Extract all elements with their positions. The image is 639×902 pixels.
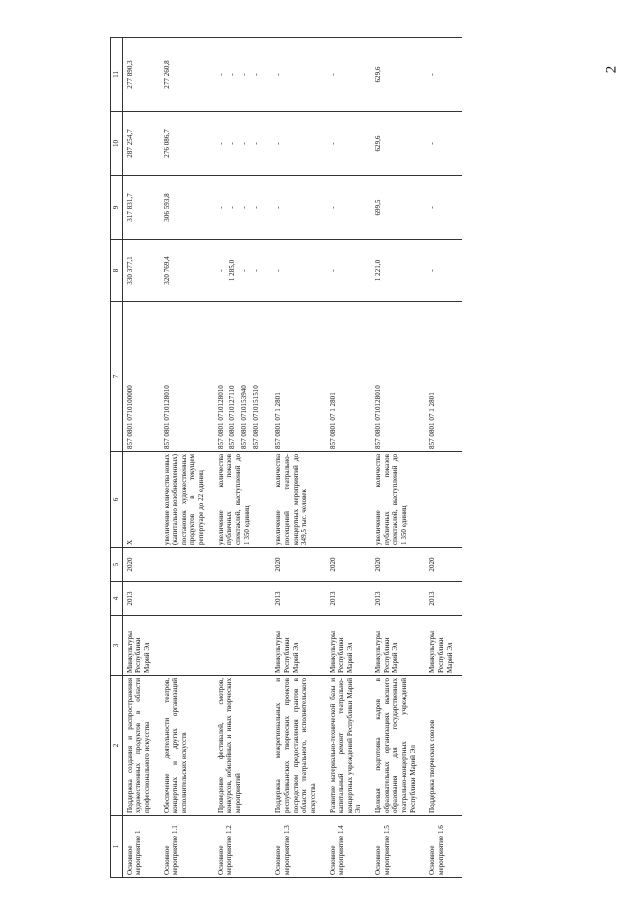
cell-line: 857 0801 07 1 2801 [428, 392, 437, 449]
cell-c8 [122, 240, 159, 302]
cell-c7 [214, 302, 272, 452]
cell-c8 [425, 240, 462, 302]
cell-c7 [271, 302, 325, 452]
cell-c8 [214, 240, 272, 302]
cell-c2: Поддержка межрегиональных и республиканских творческих проектов посредством предоставления грантов в области театрального, исполнительского искусства [271, 676, 325, 816]
column-header-5: 5 [111, 548, 123, 582]
cell-line: 629,6 [374, 135, 383, 152]
cell-c4 [214, 582, 272, 616]
cell-line: - [328, 206, 337, 209]
cell-c9 [371, 176, 425, 240]
cell-c4: 2013 [371, 582, 425, 616]
cell-line: 857 0801 07 1 2801 [328, 392, 337, 449]
cell-c1: Основное мероприятие 1.5 [371, 816, 425, 878]
cell-c2: Проведение фестивалей, смотров, конкурсов, юбилейных и иных творческих мероприятий [214, 676, 272, 816]
cell-line: 857 0801 0710128010 [374, 385, 383, 449]
table-row [214, 38, 272, 878]
cell-line: - [228, 206, 237, 209]
cell-c10 [326, 112, 372, 176]
cell-c10 [122, 112, 159, 176]
column-header-9: 9 [111, 176, 123, 240]
cell-c4: 2013 [326, 582, 372, 616]
cell-c3: Минкультуры Республики Марий Эл [271, 616, 325, 676]
cell-line: 287 254,7 [125, 129, 134, 158]
cell-line: - [428, 142, 437, 145]
cell-line: - [251, 206, 260, 209]
cell-c11 [122, 38, 159, 112]
cell-c11 [425, 38, 462, 112]
cell-c11 [214, 38, 272, 112]
cell-line: - [274, 142, 283, 145]
cell-c4: 2013 [122, 582, 159, 616]
column-header-11: 11 [111, 38, 123, 112]
cell-line: - [216, 206, 225, 209]
cell-line: - [240, 142, 249, 145]
table-row [271, 38, 325, 878]
table-row [371, 38, 425, 878]
column-header-10: 10 [111, 112, 123, 176]
cell-c10 [425, 112, 462, 176]
cell-c10 [160, 112, 214, 176]
cell-c10 [214, 112, 272, 176]
cell-c11 [326, 38, 372, 112]
cell-c7 [371, 302, 425, 452]
cell-line: - [328, 73, 337, 76]
cell-line: - [428, 73, 437, 76]
table-row [122, 38, 159, 878]
page-number: 2 [603, 65, 620, 74]
cell-c2: Поддержка творческих союзов [425, 676, 462, 816]
cell-c3 [214, 616, 272, 676]
cell-line: 857 0801 0710151510 [251, 385, 260, 449]
cell-c8 [271, 240, 325, 302]
cell-c5: 2020 [271, 548, 325, 582]
cell-line: - [228, 142, 237, 145]
cell-c7 [425, 302, 462, 452]
column-header-7: 7 [111, 302, 123, 452]
cell-c9 [425, 176, 462, 240]
cell-c6 [425, 452, 462, 548]
column-header-8: 8 [111, 240, 123, 302]
cell-c9 [122, 176, 159, 240]
cell-c1: Основное мероприятие 1.1 [160, 816, 214, 878]
cell-line: 857 0801 0710153940 [240, 385, 249, 449]
cell-c9 [214, 176, 272, 240]
cell-c5 [214, 548, 272, 582]
cell-line: 857 0801 0710128010 [162, 385, 171, 449]
cell-line: 276 086,7 [162, 129, 171, 158]
cell-c9 [326, 176, 372, 240]
cell-c3: Минкультуры Республики Марий Эл [326, 616, 372, 676]
cell-line: 1 285,0 [228, 259, 237, 282]
cell-c3: Минкультуры Республики Марий Эл [425, 616, 462, 676]
cell-line: 699,5 [374, 199, 383, 216]
cell-line: - [328, 142, 337, 145]
cell-c10 [271, 112, 325, 176]
header-row [111, 38, 123, 878]
cell-line: - [251, 269, 260, 272]
cell-c5: 2020 [371, 548, 425, 582]
cell-c6: увеличение количества публичных показов спектаклей, выступлений до 1 350 единиц [371, 452, 425, 548]
cell-line: 330 377,1 [125, 256, 134, 285]
cell-line: 1 221,0 [374, 259, 383, 282]
cell-line: - [274, 73, 283, 76]
table-body [122, 38, 462, 878]
cell-c11 [371, 38, 425, 112]
cell-line: 320 769,4 [162, 256, 171, 285]
program-measures-table [110, 37, 462, 878]
cell-c4 [160, 582, 214, 616]
cell-c6: увеличение количества посещений театрально-концертных мероприятий до 349,5 тыс. человек [271, 452, 325, 548]
table-row [160, 38, 214, 878]
cell-c5: 2020 [425, 548, 462, 582]
cell-c5 [160, 548, 214, 582]
cell-line: 629,6 [374, 66, 383, 83]
cell-c3: Минкультуры Республики Марий Эл [371, 616, 425, 676]
cell-c3 [160, 616, 214, 676]
table-row [425, 38, 462, 878]
cell-c5: 2020 [122, 548, 159, 582]
cell-c8 [326, 240, 372, 302]
cell-line: - [251, 142, 260, 145]
cell-line: - [240, 73, 249, 76]
cell-line: - [428, 269, 437, 272]
cell-line: - [240, 269, 249, 272]
cell-c1: Основное мероприятие 1 [122, 816, 159, 878]
cell-c1: Основное мероприятие 1.4 [326, 816, 372, 878]
column-header-4: 4 [111, 582, 123, 616]
cell-line: - [216, 269, 225, 272]
cell-c9 [271, 176, 325, 240]
cell-c10 [371, 112, 425, 176]
cell-line: - [428, 206, 437, 209]
cell-c6: X [122, 452, 159, 548]
cell-line: - [274, 206, 283, 209]
column-header-6: 6 [111, 452, 123, 548]
cell-line: - [274, 269, 283, 272]
column-header-1: 1 [111, 816, 123, 878]
cell-line: 317 831,7 [125, 193, 134, 222]
cell-c8 [160, 240, 214, 302]
cell-c3: Минкультуры Республики Марий Эл [122, 616, 159, 676]
cell-c6: увеличение количества публичных показов спектаклей, выступлений до 1 350 единиц [214, 452, 272, 548]
cell-c6 [326, 452, 372, 548]
cell-line: 857 0801 0710100000 [125, 385, 134, 449]
cell-line: - [228, 73, 237, 76]
cell-c2: Поддержка создания и распространения художественных продуктов в области профессионального искусства [122, 676, 159, 816]
cell-c2: Целевая подготовка кадров в образовательных организациях высшего образования для государственных театрально-концертных учреждений Республики Марий Эл [371, 676, 425, 816]
cell-line: 277 890,3 [125, 60, 134, 89]
cell-c1: Основное мероприятие 1.6 [425, 816, 462, 878]
table-row [326, 38, 372, 878]
cell-c7 [122, 302, 159, 452]
cell-c4: 2013 [271, 582, 325, 616]
cell-c2: Развитие материально-технической базы и капитальный ремонт театрально-концертных учреждений Республики Марий Эл [326, 676, 372, 816]
cell-line: - [216, 142, 225, 145]
cell-c9 [160, 176, 214, 240]
cell-line: 857 0801 07 1 2801 [274, 392, 283, 449]
cell-c7 [326, 302, 372, 452]
cell-line: - [240, 206, 249, 209]
cell-line: 277 260,8 [162, 60, 171, 89]
cell-line: - [328, 269, 337, 272]
column-header-2: 2 [111, 676, 123, 816]
cell-c8 [371, 240, 425, 302]
document-table-wrapper [110, 38, 510, 878]
cell-c7 [160, 302, 214, 452]
cell-c2: Обеспечение деятельности театров, концертных и других организаций исполнительских искусств [160, 676, 214, 816]
column-header-3: 3 [111, 616, 123, 676]
cell-c1: Основное мероприятие 1.2 [214, 816, 272, 878]
cell-c5: 2020 [326, 548, 372, 582]
cell-c1: Основное мероприятие 1.3 [271, 816, 325, 878]
cell-line: - [251, 73, 260, 76]
cell-line: 306 593,8 [162, 193, 171, 222]
cell-c11 [160, 38, 214, 112]
cell-c4: 2013 [425, 582, 462, 616]
cell-c6: увеличение количества новых (капитально возобновленных) постановок художественных продуктов в текущем репертуаре до 22 единиц [160, 452, 214, 548]
cell-line: 857 0801 0710128010 [216, 385, 225, 449]
cell-c11 [271, 38, 325, 112]
cell-line: - [216, 73, 225, 76]
cell-line: 857 0801 0710127110 [228, 385, 237, 449]
